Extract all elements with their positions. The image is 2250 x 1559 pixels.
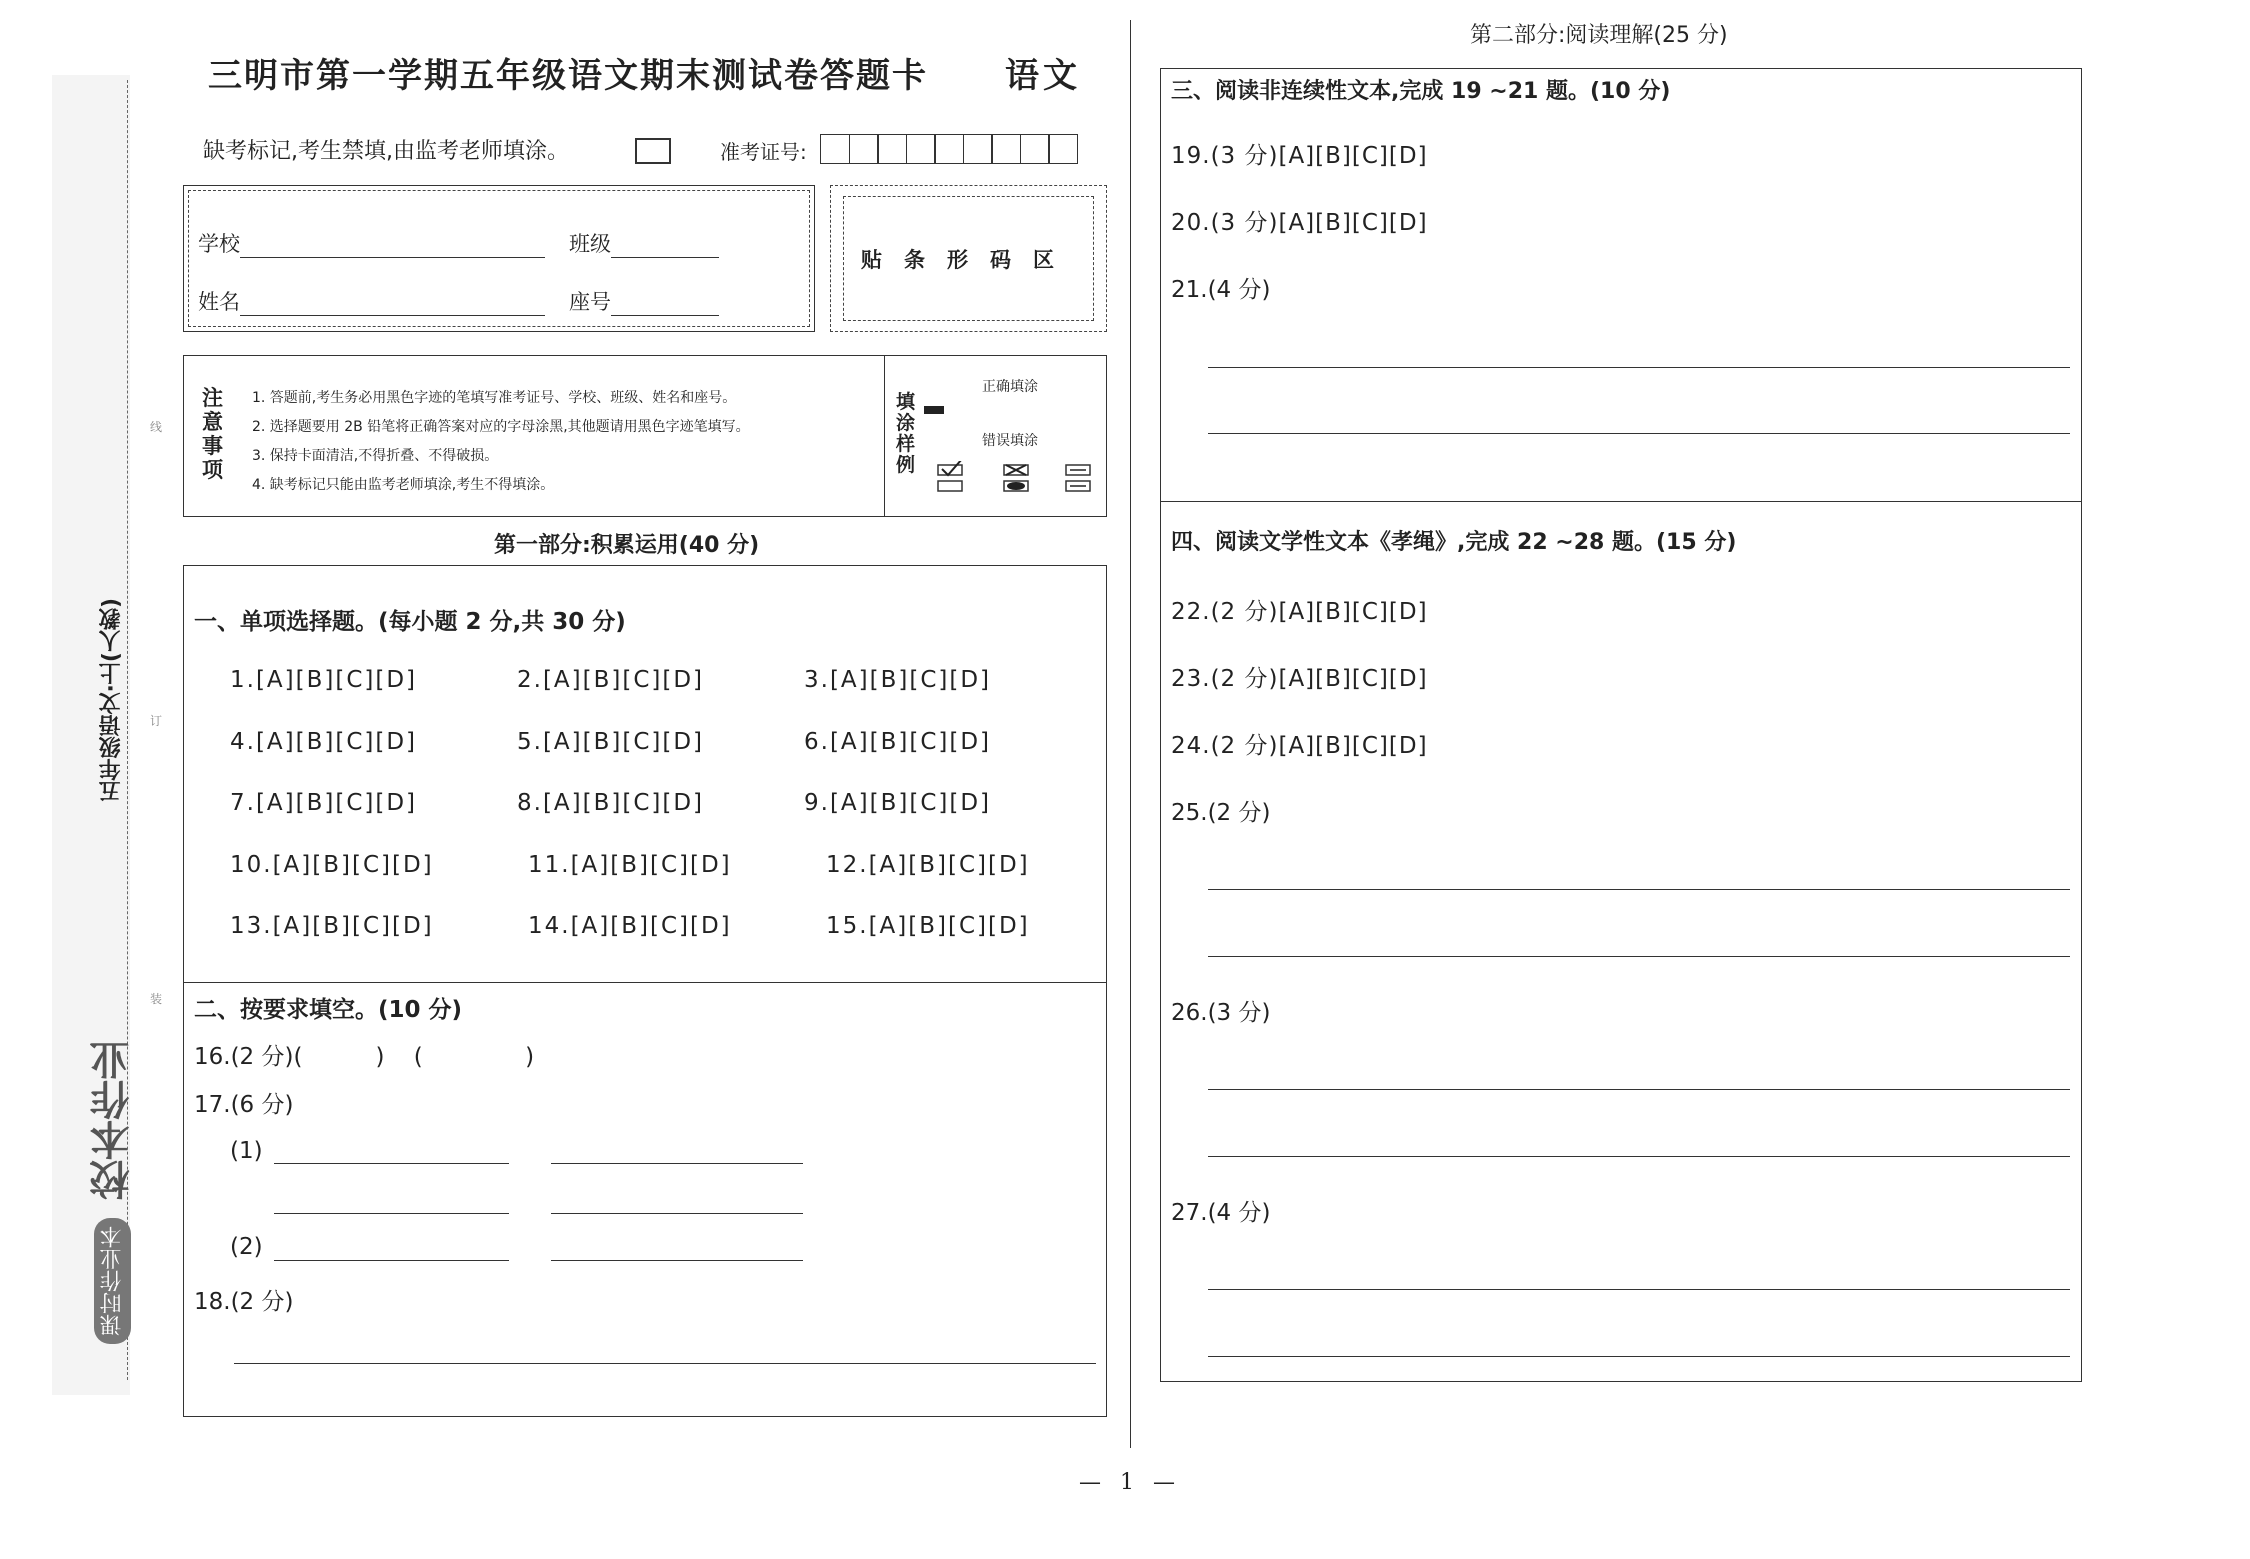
subject-title: 语文 [1005, 56, 1081, 96]
q19-question[interactable]: 19.(3 分)[A][B][C][D] [1171, 143, 1428, 169]
school-field[interactable] [198, 228, 545, 258]
q24-question[interactable]: 24.(2 分)[A][B][C][D] [1171, 733, 1428, 759]
answer-line[interactable] [274, 1163, 509, 1164]
mc-question[interactable]: 10.[A][B][C][D] [230, 852, 434, 878]
notice-heading: 注意事项 [202, 386, 223, 482]
ticket-label: 准考证号: [720, 140, 807, 164]
q17-label: 17.(6 分) [194, 1092, 294, 1118]
answer-line[interactable] [551, 1163, 803, 1164]
notice-item: 2. 选择题要用 2B 铅笔将正确答案对应的字母涂黑,其他题请用黑色字迹笔填写。 [252, 419, 750, 435]
answer-line[interactable] [1208, 956, 2070, 957]
partial-fill-icon [1007, 482, 1025, 490]
q20-question[interactable]: 20.(3 分)[A][B][C][D] [1171, 210, 1428, 236]
ticket-digit-box[interactable] [1020, 134, 1050, 164]
dash-mark-icon [1070, 470, 1086, 486]
mc-row[interactable] [230, 852, 1086, 878]
page-number: — 1 — [1079, 1470, 1181, 1495]
notice-divider [884, 356, 885, 516]
q27-label: 27.(4 分) [1171, 1200, 1271, 1226]
mc-question[interactable]: 15.[A][B][C][D] [826, 913, 1030, 939]
section-divider [1161, 501, 2081, 502]
section-divider [184, 982, 1106, 983]
q17-1-label: (1) [230, 1138, 263, 1164]
q26-label: 26.(3 分) [1171, 1000, 1271, 1026]
name-label: 姓名 [198, 290, 240, 314]
answer-line[interactable] [274, 1260, 509, 1261]
mc-row[interactable] [230, 790, 1091, 816]
brand-badge: 课时作业本 [94, 1218, 131, 1344]
class-label: 班级 [569, 232, 611, 256]
brand-text: 校本作业 [90, 1040, 136, 1200]
answer-line[interactable] [234, 1363, 1096, 1364]
correct-fill-mark [924, 406, 944, 414]
sec4-title: 四、阅读文学性文本《孝绳》,完成 22 ~28 题。(15 分) [1171, 530, 1737, 555]
wrong-fill-box [938, 481, 962, 491]
cut-mark-3: 装 [150, 992, 163, 1006]
correct-fill-label: 正确填涂 [982, 379, 1038, 395]
notice-item: 3. 保持卡面清洁,不得折叠、不得破损。 [252, 448, 499, 464]
ticket-digit-box[interactable] [906, 134, 936, 164]
q25-label: 25.(2 分) [1171, 800, 1271, 826]
part2-box [1160, 68, 2082, 1382]
wrong-fill-examples [936, 461, 1106, 497]
answer-line[interactable] [1208, 367, 2070, 368]
mc-question[interactable]: 9.[A][B][C][D] [804, 790, 992, 816]
ticket-digit-box[interactable] [1048, 134, 1078, 164]
answer-line[interactable] [1208, 1356, 2070, 1357]
mc-question[interactable]: 14.[A][B][C][D] [528, 913, 732, 939]
ticket-digit-box[interactable] [820, 134, 850, 164]
part1-box [183, 565, 1107, 1417]
part2-title: 第二部分:阅读理解(25 分) [1470, 23, 1728, 48]
sec1-title: 一、单项选择题。(每小题 2 分,共 30 分) [194, 609, 626, 635]
cut-mark-2: 订 [150, 714, 163, 728]
mc-question[interactable]: 13.[A][B][C][D] [230, 913, 434, 939]
page-title: 三明市第一学期五年级语文期末测试卷答题卡 [208, 56, 928, 96]
q16-label[interactable]: 16.(2 分)( ) ( ) [194, 1044, 535, 1070]
school-label: 学校 [198, 232, 240, 256]
wrong-fill-label: 错误填涂 [982, 433, 1038, 449]
notice-item: 1. 答题前,考生务必用黑色字迹的笔填写准考证号、学校、班级、姓名和座号。 [252, 390, 737, 406]
answer-line[interactable] [1208, 889, 2070, 890]
mc-question[interactable]: 7.[A][B][C][D] [230, 790, 418, 816]
brand-block [84, 1040, 144, 1380]
ticket-digit-box[interactable] [934, 134, 964, 164]
sec3-title: 三、阅读非连续性文本,完成 19 ~21 题。(10 分) [1171, 79, 1671, 104]
name-field[interactable] [198, 286, 545, 316]
mc-question[interactable]: 5.[A][B][C][D] [517, 729, 705, 755]
student-info-box [183, 185, 815, 332]
answer-line[interactable] [551, 1260, 803, 1261]
sec2-title: 二、按要求填空。(10 分) [194, 997, 463, 1023]
answer-line[interactable] [1208, 1289, 2070, 1290]
mc-question[interactable]: 2.[A][B][C][D] [517, 667, 705, 693]
book-label: 五年级语文·上(人教) [99, 598, 124, 803]
center-divider [1130, 20, 1131, 1448]
notice-item: 4. 缺考标记只能由监考老师填涂,考生不得填涂。 [252, 477, 555, 493]
part1-title: 第一部分:积累运用(40 分) [494, 533, 760, 558]
ticket-digit-box[interactable] [963, 134, 993, 164]
mc-question[interactable]: 1.[A][B][C][D] [230, 667, 418, 693]
ticket-digit-box[interactable] [877, 134, 907, 164]
mc-question[interactable]: 6.[A][B][C][D] [804, 729, 992, 755]
q21-label: 21.(4 分) [1171, 277, 1271, 303]
ticket-number-boxes[interactable] [820, 134, 1077, 162]
absent-mark-box[interactable] [635, 138, 671, 164]
answer-line[interactable] [1208, 1089, 2070, 1090]
barcode-label: 贴条形码区 [843, 196, 1094, 321]
barcode-area [830, 185, 1107, 332]
ticket-digit-box[interactable] [849, 134, 879, 164]
mc-question[interactable]: 4.[A][B][C][D] [230, 729, 418, 755]
mc-question[interactable]: 3.[A][B][C][D] [804, 667, 992, 693]
answer-line[interactable] [551, 1213, 803, 1214]
fill-example-heading: 填涂样例 [896, 391, 916, 476]
notice-list [252, 384, 750, 500]
notice-box [183, 355, 1107, 517]
answer-line[interactable] [274, 1213, 509, 1214]
mc-question[interactable]: 8.[A][B][C][D] [517, 790, 705, 816]
q23-question[interactable]: 23.(2 分)[A][B][C][D] [1171, 666, 1428, 692]
ticket-digit-box[interactable] [991, 134, 1021, 164]
cross-mark-icon [1006, 465, 1026, 475]
q22-question[interactable]: 22.(2 分)[A][B][C][D] [1171, 599, 1428, 625]
mc-question[interactable]: 11.[A][B][C][D] [528, 852, 732, 878]
cut-mark-1: 线 [150, 420, 163, 434]
check-mark-icon [942, 461, 962, 475]
answer-line[interactable] [1208, 1156, 2070, 1157]
mc-row[interactable] [230, 913, 1086, 939]
q18-label: 18.(2 分) [194, 1289, 294, 1315]
mc-row[interactable] [230, 667, 1091, 693]
class-field[interactable] [569, 228, 719, 258]
seat-label: 座号 [569, 290, 611, 314]
mc-row[interactable] [230, 729, 1091, 755]
q17-2-label: (2) [230, 1234, 263, 1260]
absent-note: 缺考标记,考生禁填,由监考老师填涂。 [203, 139, 569, 164]
answer-line[interactable] [1208, 433, 2070, 434]
seat-field[interactable] [569, 286, 719, 316]
mc-question[interactable]: 12.[A][B][C][D] [826, 852, 1030, 878]
